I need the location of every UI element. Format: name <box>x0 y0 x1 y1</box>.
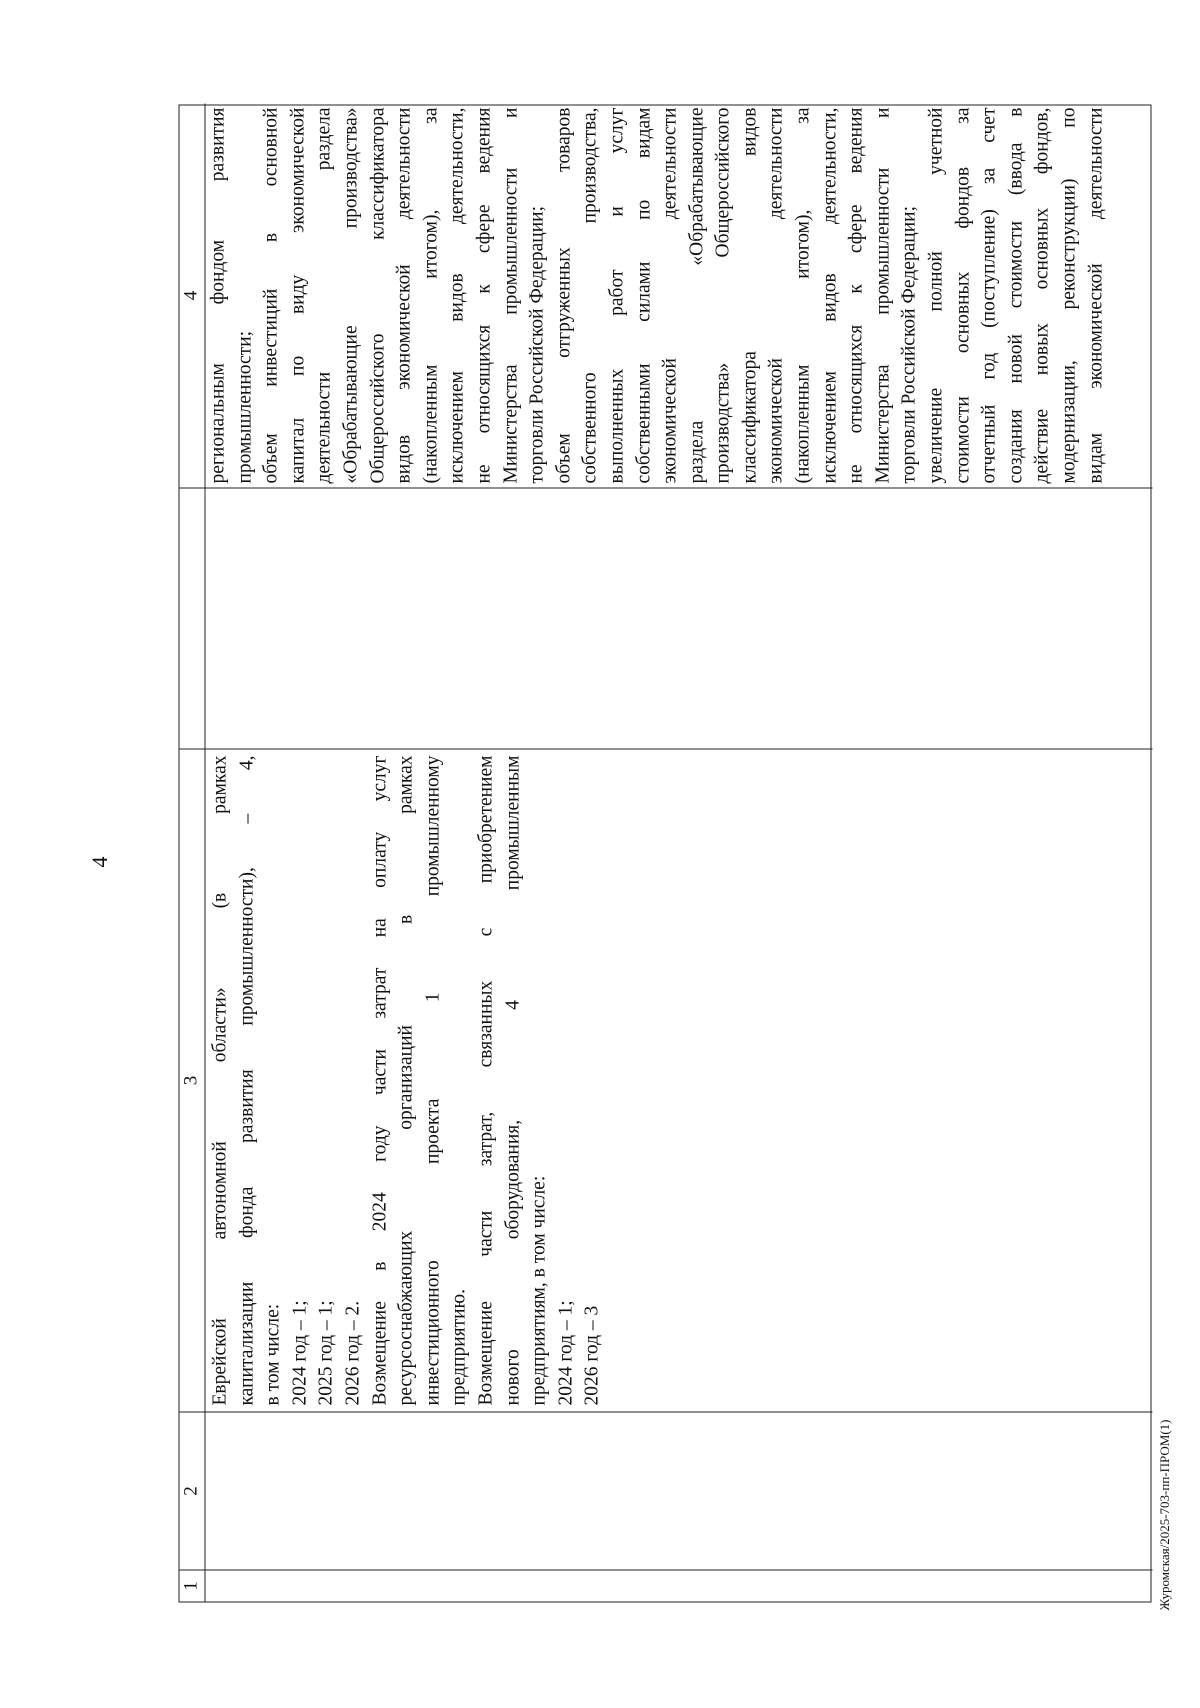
text-line: экономической деятельности <box>659 107 681 484</box>
text-line: увеличение полной учетной <box>925 107 947 484</box>
text-line: объем отгруженных товаров <box>553 107 575 484</box>
text-line: 2024 год – 1; <box>555 1300 577 1406</box>
text-line: 2024 год – 1; <box>289 1300 311 1406</box>
text-line: предприятию. <box>448 1289 470 1406</box>
text-line: видов экономической деятельности <box>393 107 415 484</box>
text-line: ресурсоснабжающих организаций в рамках <box>395 755 417 1406</box>
text-line: капитал по виду экономической <box>287 107 309 484</box>
text-line: собственными силами по видам <box>633 107 654 484</box>
text-line: деятельности раздела <box>313 107 335 484</box>
table-header-cell <box>180 488 206 749</box>
table-cell-col4 <box>206 104 1153 488</box>
text-line: Министерства промышленности и <box>872 107 894 484</box>
table-header-cell: 1 <box>180 1570 206 1602</box>
text-line: модернизации, реконструкции) по <box>1058 107 1080 484</box>
text-line: производства» Общероссийского <box>712 107 734 484</box>
text-line: собственного производства, <box>579 107 601 484</box>
table-cell-col2 <box>206 1412 1153 1570</box>
text-line: торговли Российской Федерации; <box>526 205 548 484</box>
text-line: исключением видов деятельности, <box>446 107 468 484</box>
text-line: в том числе: <box>262 1303 284 1406</box>
text-line: региональным фондом развития <box>207 107 229 484</box>
text-line: исключением видов деятельности, <box>819 107 841 484</box>
table-cell-col3 <box>206 749 1153 1412</box>
text-line: промышленности; <box>234 330 256 484</box>
table-header-cell: 4 <box>180 104 206 488</box>
text-line: действие новых основных фондов, <box>1031 107 1053 484</box>
text-line: не относящихся к сфере ведения <box>473 107 495 484</box>
text-line: (накопленным итогом), за <box>792 107 814 484</box>
table-header-cell: 2 <box>180 1412 206 1570</box>
table-header-cell: 3 <box>180 749 206 1412</box>
text-line: Возмещение в 2024 году части затрат на оплату услуг <box>369 755 391 1406</box>
page-number: 4 <box>87 856 112 868</box>
text-line: объем инвестиций в основной <box>260 107 282 484</box>
text-line: не относящихся к сфере ведения <box>845 107 867 484</box>
text-line: экономической деятельности <box>765 107 787 484</box>
text-line: торговли Российской Федерации; <box>898 205 920 484</box>
text-line: выполненных работ и услуг <box>606 107 628 484</box>
text-line: 2025 год – 1; <box>315 1300 337 1406</box>
text-line: инвестиционного проекта 1 промышленному <box>422 755 444 1406</box>
text-line: нового оборудования, 4 промышленным <box>502 755 524 1406</box>
text-line: отчетный год (поступление) за счет <box>978 107 1000 484</box>
document-footer: Журомская/2025-703-пп-ПРОМ(1) <box>1157 1419 1172 1611</box>
text-line: создания новой стоимости (ввода в <box>1005 107 1027 484</box>
rotated-table-page <box>179 105 1152 1603</box>
table-cell-blank <box>206 488 1153 749</box>
text-line: 2026 год – 2. <box>342 1300 364 1406</box>
text-line: раздела «Обрабатывающие <box>686 107 708 484</box>
text-line: Общероссийского классификатора <box>367 107 389 484</box>
text-line: видам экономической деятельности <box>1085 107 1107 484</box>
text-line: Возмещение части затрат, связанных с приобретением <box>475 755 497 1406</box>
text-line: стоимости основных фондов за <box>952 107 974 484</box>
table-cell-col1 <box>206 1570 1153 1602</box>
text-line: классификатора видов <box>739 107 761 484</box>
text-line: капитализации фонда развития промышленности), – 4, <box>236 755 258 1406</box>
data-table <box>179 105 1152 1603</box>
text-line: «Обрабатывающие производства» <box>340 107 362 484</box>
text-line: (накопленным итогом), за <box>420 107 442 484</box>
text-line: предприятиям, в том числе: <box>528 1175 550 1406</box>
text-line: Еврейской автономной области» (в рамках <box>209 755 231 1406</box>
text-line: Министерства промышленности и <box>500 107 522 484</box>
text-line: 2026 год – 3 <box>581 1305 603 1406</box>
